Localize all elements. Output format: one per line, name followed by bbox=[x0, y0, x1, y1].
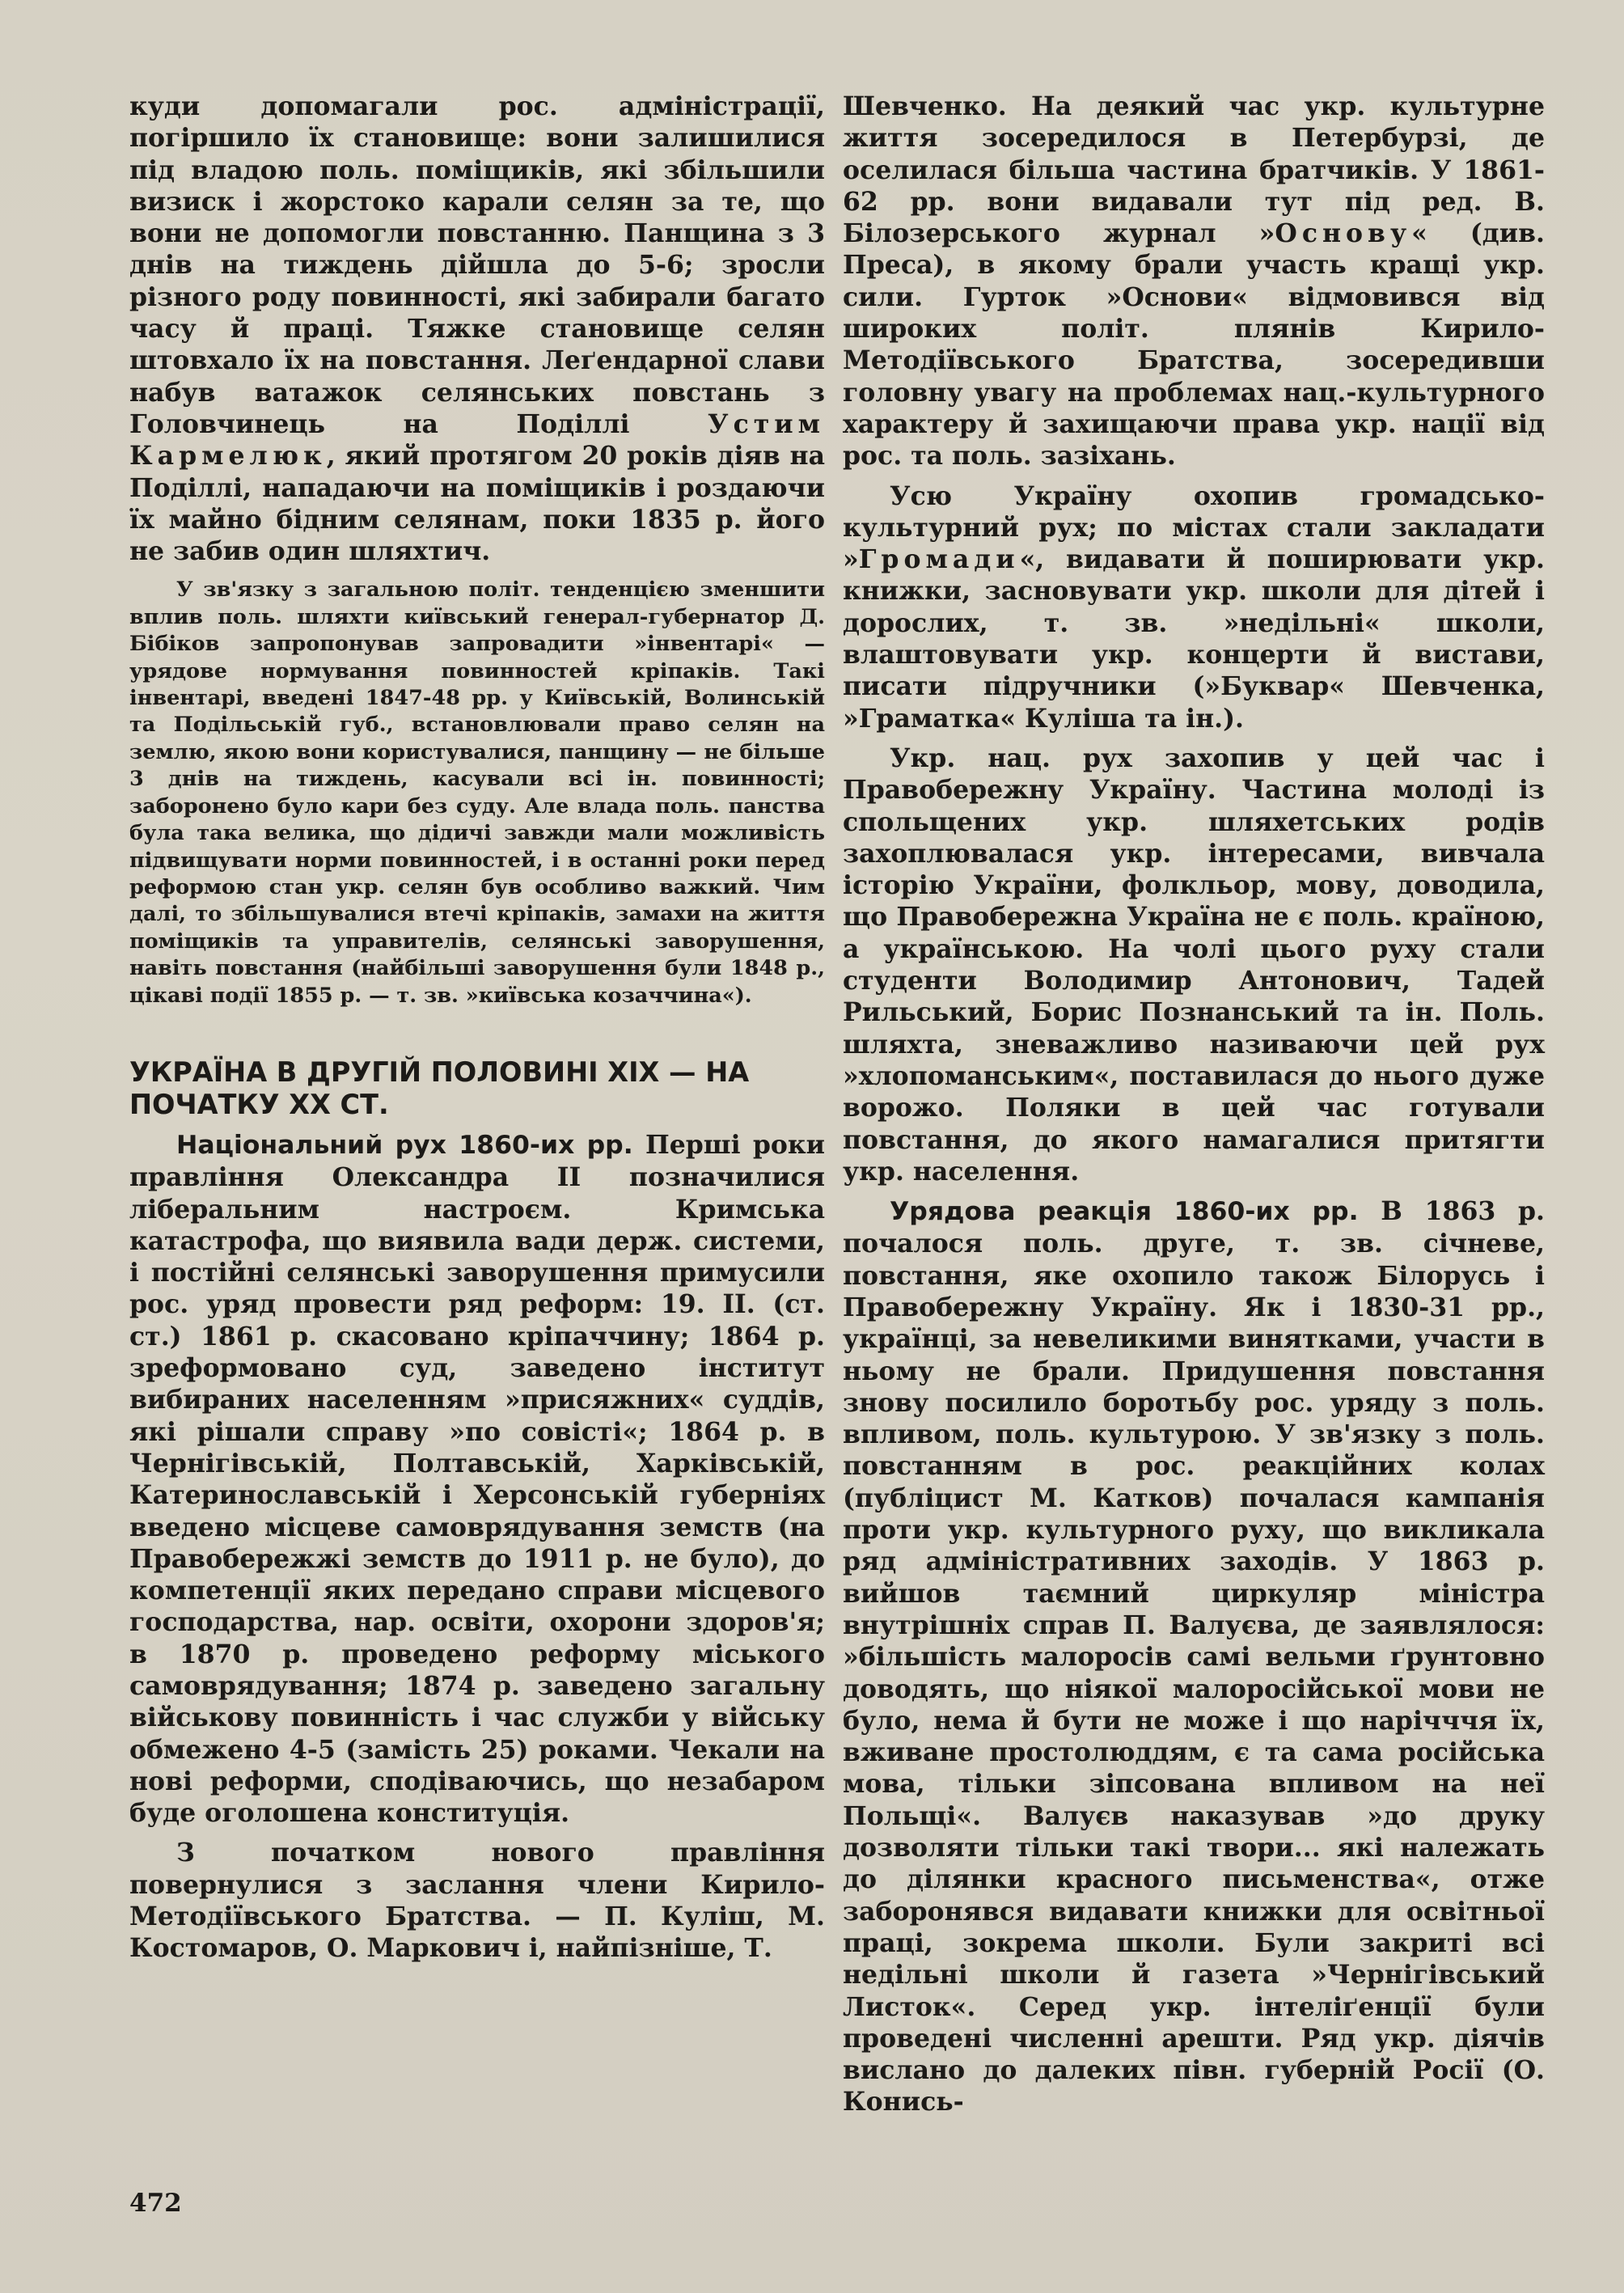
page-number: 472 bbox=[129, 2189, 182, 2218]
paragraph-text: В 1863 р. почалося поль. друге, т. зв. січневе, повстання, яке охопило також Білорусь і Правобережну Україну. Як і 1830-31 рр., українці, за невеликими винятками, участи в ньому не брали. Придушення повстання знову посилило боротьбу рос. уряду з поль. впливом, поль. культурою. У зв'язку з поль. повстанням в рос. реакційних колах (публіцист М. Катков) почалася кампанія проти укр. культурного руху, що викликала ряд адміністративних заходів. У 1863 р. вийшов таємний циркуляр міністра внутрішніх справ П. Валуєва, де заявлялося: »більшість малоросів самі вельми ґрунтовно доводять, що ніякої малоросійської мови не було, нема й бути не може і що нарічччя їх, вживане простолюддям, є та сама російська мова, тільки зіпсована впливом на неї Польщі«. Валуєв наказував »до друку дозволяти тільки такі твори... які належать до ділянки красного письменства«, отже заборонявся видавати книжки для освітньої праці, зокрема школи. Були закриті всі недільні школи й газета »Чернігівський Листок«. Серед укр. інтеліґенції були проведені численні арешти. Ряд укр. діячів вислано до далеких півн. губерній Росії (О. Конись- bbox=[843, 1196, 1545, 2117]
right-column bbox=[843, 91, 1545, 2118]
subsection-title: Національний рух 1860-их рр. bbox=[176, 1130, 633, 1160]
paragraph-text: Усю Україну охопив громадсько-культурний рух; по містах стали закладати » bbox=[843, 480, 1545, 575]
section-heading: УКРАЇНА В ДРУГІЙ ПОЛОВИНІ XIX — НА ПОЧАТКУ XX СТ. bbox=[129, 1056, 750, 1120]
paragraph-text: Шевченко. На деякий час укр. культурне життя зосередилося в Петербурзі, де оселилася більша частина братчиків. У 1861-62 рр. вони видавали тут під ред. В. Білозерського журнал » bbox=[843, 91, 1545, 249]
paragraph-text: « (див. Преса), в якому брали участь кращі укр. сили. Гурток »Основи« відмовився від широких політ. плянів Кирило-Методіївського Братства, зосередивши головну увагу на проблемах нац.-культурного характеру й захищаючи права укр. нації від рос. та поль. зазіхань. bbox=[843, 218, 1545, 472]
spaced-name: Устим Кармелюк bbox=[129, 408, 825, 472]
body-paragraph bbox=[129, 1129, 825, 1830]
subsection-title: Урядова реакція 1860-их рр. bbox=[890, 1197, 1359, 1227]
paragraph-text: Перші роки правління Олександра II позначилися ліберальним настроєм. Кримська катастрофа, що виявила вади держ. системи, і постійні селянські заворушення примусили рос. уряд провести ряд реформ: 19. II. (ст. ст.) 1861 р. скасовано кріпаччину; 1864 р. зреформовано суд, заведено інститут вибираних населенням »присяжних« суддів, які рішали справу »по совісті«; 1864 р. в Чернігівській, Полтавській, Харківській, Катеринославській і Херсонській губерніях введено місцеве самоврядування земств (на Правобережжі земств до 1911 р. не було), до компетенції яких передано справи місцевого господарства, нар. освіти, охорони здоров'я; в 1870 р. проведено реформу міського самоврядування; 1874 р. заведено загальну військову повинність і час служби у війську обмежено 4-5 (замість 25) роками. Чекали на нові реформи, сподіваючись, що незабаром буде оголошена конституція. bbox=[129, 1129, 826, 1829]
body-paragraph bbox=[843, 91, 1545, 472]
paragraph-text: , який протягом 20 років діяв на Поділлі, нападаючи на поміщиків і роздаючи їх майно бідним селянам, поки 1835 р. його не забив один шляхтич. bbox=[129, 441, 825, 567]
left-column bbox=[129, 91, 825, 1965]
spaced-name: Основу bbox=[1275, 218, 1412, 249]
body-paragraph: Укр. нац. рух захопив у цей час і Правобережну Україну. Частина молоді із спольщених укр. шляхетських родів захоплювалася укр. інтересами, вивчала історію України, фолкльор, мову, доводила, що Правобережна Україна не є поль. країною, а українською. На чолі цього руху стали студенти Володимир Антонович, Тадей Рильський, Борис Познанський та ін. Поль. шляхта, зневажливо називаючи цей рух »хлопоманським«, поставилася до нього дуже ворожо. Поляки в цей час готували повстання, до якого намагалися притягти укр. населення. bbox=[843, 742, 1545, 1187]
paragraph-text: «, видавати й поширювати укр. книжки, засновувати укр. школи для дітей і дорослих, т. зв. »недільні« школи, влаштовувати укр. концерти й вистави, писати підручники (»Буквар« Шевченка, »Граматка« Куліша та ін.). bbox=[843, 544, 1545, 734]
body-paragraph bbox=[843, 1195, 1545, 2118]
body-paragraph bbox=[129, 91, 825, 567]
small-print-paragraph: У зв'язку з загальною політ. тенденцією зменшити вплив поль. шляхти київський генерал-губернатор Д. Бібіков запропонував запровадити »інвентарі« — урядове нормування повинностей кріпаків. Такі інвентарі, введені 1847-48 рр. у Київській, Волинській та Подільській губ., встановлювали право селян на землю, якою вони користувалися, панщину — не більше 3 днів на тиждень, касували всі ін. повинності; заборонено було кари без суду. Але влада поль. панства була така велика, що дідичі завжди мали можливість підвищувати норми повинностей, і в останні роки перед реформою стан укр. селян був особливо важкий. Чим далі, то збільшувалися втечі кріпаків, замахи на життя поміщиків та управителів, селянські заворушення, навіть повстання (найбільші заворушення були 1848 р., цікаві події 1855 р. — т. зв. »київська козаччина«). bbox=[129, 577, 825, 1008]
paragraph-text: куди допомагали рос. адміністрації, погіршило їх становище: вони залишилися під владою поль. поміщиків, які збільшили визиск і жорстоко карали селян за те, що вони не допомогли повстанню. Панщина з 3 днів на тиждень дійшла до 5-6; зросли різного роду повинності, які забирали багато часу й праці. Тяжке становище селян штовхало їх на повстання. Леґендарної слави набув ватажок селянських повстань з Головчинець на Поділлі bbox=[129, 91, 825, 439]
spaced-name: Громади bbox=[858, 544, 1020, 575]
body-paragraph bbox=[843, 480, 1545, 734]
body-paragraph: З початком нового правління повернулися з заслання члени Кирило-Методіївського Братства. — П. Куліш, М. Костомаров, О. Маркович і, найпізніше, Т. bbox=[129, 1838, 825, 1964]
